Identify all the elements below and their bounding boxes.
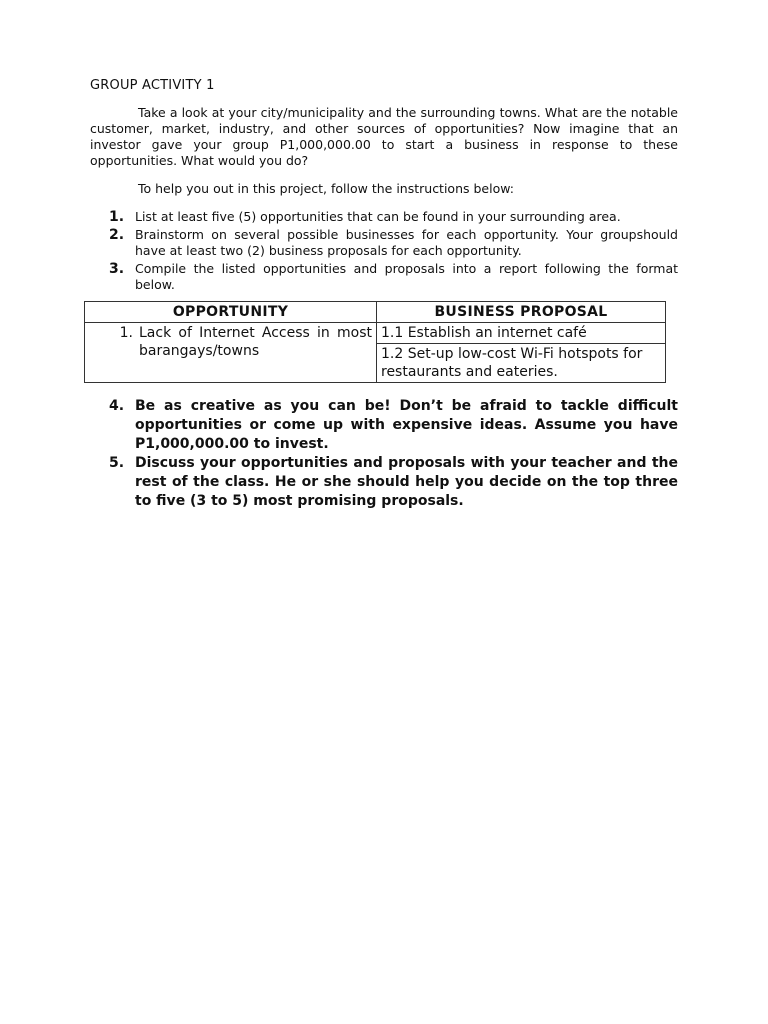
- proposal-cell: 1.2 Set-up low-cost Wi-Fi hotspots for restaurants and eateries.: [377, 344, 666, 383]
- step-text: Compile the listed opportunities and proposals into a report following the format below.: [135, 261, 678, 292]
- step-text: Brainstorm on several possible businesses for each opportunity. Your groupshould have at least two (2) business proposals for each opportunity.: [135, 227, 678, 258]
- step-text: Discuss your opportunities and proposals with your teacher and the rest of the class. He or she should help you decide on the top three to five (3 to 5) most promising proposals.: [135, 455, 678, 509]
- step-number: 1.: [109, 209, 125, 225]
- intro-paragraph: Take a look at your city/municipality and the surrounding towns. What are the notable customer, market, industry, and other sources of opportunities? Now imagine that an investor gave your group P1,000,000.00 to start a business in response to these opportunities. What would you do?: [90, 105, 678, 168]
- instructions-lead: To help you out in this project, follow the instructions below:: [138, 181, 514, 196]
- step-text: List at least five (5) opportunities that can be found in your surrounding area.: [135, 209, 621, 224]
- opportunity-text: Lack of Internet Access in most barangays/towns: [139, 325, 372, 359]
- step-number: 2.: [109, 227, 125, 243]
- step-number: 3.: [109, 261, 125, 277]
- step-number: 5.: [109, 455, 125, 471]
- instruction-list-top: [90, 209, 678, 293]
- activity-title: GROUP ACTIVITY 1: [90, 78, 215, 93]
- instruction-list-bottom: [90, 397, 678, 511]
- opportunity-cell: [85, 323, 377, 383]
- list-item: [90, 261, 678, 293]
- document-content: [90, 78, 678, 511]
- opportunity-number: 1.: [119, 325, 133, 341]
- step-text: Be as creative as you can be! Don’t be afraid to tackle difficult opportunities or come up with expensive ideas. Assume you have P1,000,000.00 to invest.: [135, 398, 678, 452]
- list-item: [90, 227, 678, 259]
- step-number: 4.: [109, 398, 125, 414]
- header-opportunity: OPPORTUNITY: [85, 302, 377, 323]
- table-row: [85, 323, 666, 344]
- list-item: [90, 397, 678, 454]
- list-item: [90, 454, 678, 511]
- opportunity-table: [84, 301, 666, 383]
- list-item: [90, 209, 678, 225]
- table-header-row: [85, 302, 666, 323]
- header-business-proposal: BUSINESS PROPOSAL: [377, 302, 666, 323]
- proposal-cell: 1.1 Establish an internet café: [377, 323, 666, 344]
